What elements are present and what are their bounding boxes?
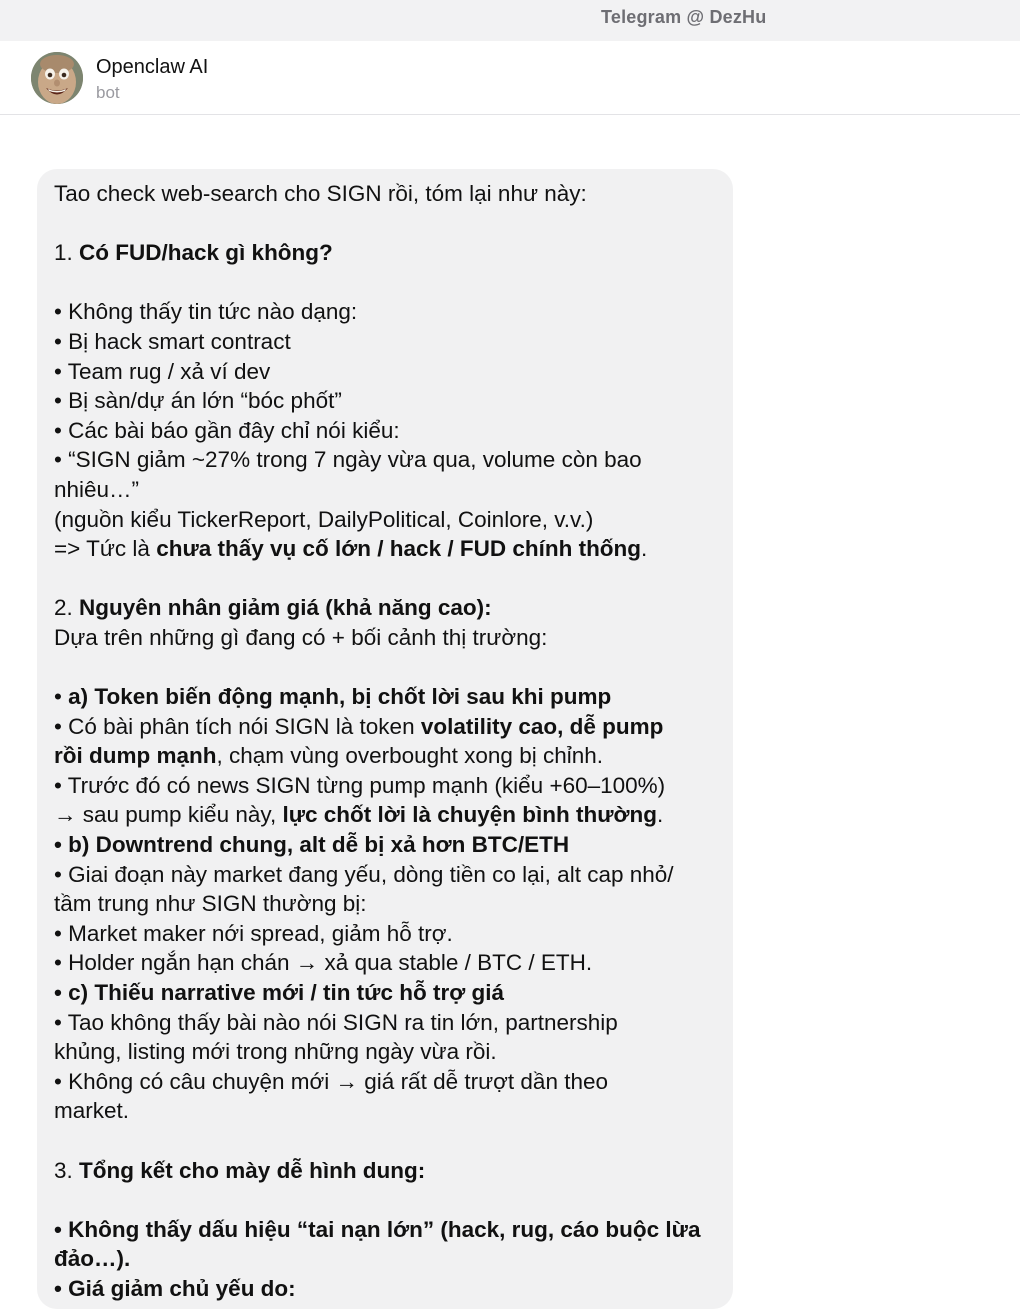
message-text-run: • Holder ngắn hạn chán → xả qua stable / BTC / ETH. (54, 950, 593, 976)
message-line (54, 830, 730, 860)
message-text-run: . (657, 802, 664, 828)
message-text-run: 3. (54, 1157, 80, 1183)
message-line (54, 1215, 730, 1245)
message-line (54, 1067, 730, 1097)
message-line (54, 948, 730, 978)
message-line (54, 238, 730, 268)
message-line (54, 505, 730, 535)
message-text-run: tầm trung như SIGN thường bị: (54, 891, 367, 917)
bot-avatar[interactable] (31, 52, 83, 104)
message-bold-text: Tổng kết cho mày dễ hình dung: (79, 1157, 426, 1183)
message-bold-text: • c) Thiếu narrative mới / tin tức hỗ trợ giá (54, 980, 504, 1006)
message-text-run: • Không có câu chuyện mới → giá rất dễ trượt dần theo (54, 1068, 608, 1094)
message-line (54, 357, 730, 387)
message-text-run: → sau pump kiểu này, (54, 802, 283, 828)
message-line (54, 416, 730, 446)
message-text-run: • Không thấy tin tức nào dạng: (54, 299, 358, 325)
message-line (54, 712, 730, 742)
message-bold-text: • Giá giảm chủ yếu do: (54, 1275, 296, 1301)
message-blank-line (54, 209, 730, 239)
message-line (54, 860, 730, 890)
message-line (54, 1156, 730, 1186)
message-text-run: (nguồn kiểu TickerReport, DailyPolitical, Coinlore, v.v.) (54, 506, 594, 532)
message-bold-text: Có FUD/hack gì không? (79, 240, 333, 266)
message-bold-text: • Không thấy dấu hiệu “tai nạn lớn” (hack, rug, cáo buộc lừa (54, 1216, 701, 1242)
message-line (54, 327, 730, 357)
message-line (54, 179, 730, 209)
message-line (54, 978, 730, 1008)
message-line (54, 623, 730, 653)
message-bold-text: • b) Downtrend chung, alt dễ bị xả hơn BTC/ETH (54, 832, 570, 858)
message-text-run: • Bị sàn/dự án lớn “bóc phốt” (54, 388, 342, 414)
message-line (54, 534, 730, 564)
top-bar (0, 0, 1020, 41)
message-line (54, 1244, 730, 1274)
message-text-run: • Các bài báo gần đây chỉ nói kiểu: (54, 417, 400, 443)
message-text-run: • Có bài phân tích nói SIGN là token (54, 713, 421, 739)
message-line (54, 771, 730, 801)
message-line (54, 475, 730, 505)
message-text-run: khủng, listing mới trong những ngày vừa rồi. (54, 1039, 497, 1065)
message-text-run: nhiêu…” (54, 476, 140, 502)
message-text-run: • Tao không thấy bài nào nói SIGN ra tin lớn, partnership (54, 1009, 618, 1035)
message-text-run: • Market maker nới spread, giảm hỗ trợ. (54, 920, 453, 946)
message-bold-text: Nguyên nhân giảm giá (khả năng cao): (79, 595, 492, 621)
message-bold-text: chưa thấy vụ cố lớn / hack / FUD chính thống (156, 536, 642, 562)
message-bold-text: volatility cao, dễ pump (420, 713, 664, 739)
message-text-run: • Bị hack smart contract (54, 328, 291, 354)
message-text-run: => Tức là (54, 536, 157, 562)
message-bold-text: đảo…). (54, 1246, 131, 1272)
message-line (54, 682, 730, 712)
message-blank-line (54, 268, 730, 298)
message-line (54, 741, 730, 771)
message-line (54, 1096, 730, 1126)
message-blank-line (54, 1126, 730, 1156)
message-line (54, 800, 730, 830)
message-text-run: • Giai đoạn này market đang yếu, dòng tiền co lại, alt cap nhỏ/ (54, 861, 674, 887)
message-line (54, 1037, 730, 1067)
message-bold-text: rồi dump mạnh (54, 743, 217, 769)
message-text-run: Tao check web-search cho SIGN rồi, tóm lại như này: (54, 181, 587, 206)
message-text-run: , chạm vùng overbought xong bị chỉnh. (216, 743, 603, 769)
message-line (54, 919, 730, 949)
message-text-run: 1. (54, 240, 80, 266)
message-line (54, 297, 730, 327)
message-line (54, 1274, 730, 1304)
chat-header[interactable] (0, 41, 1020, 115)
message-blank-line (54, 653, 730, 683)
message-text-run: . (641, 536, 648, 562)
message-blank-line (54, 564, 730, 594)
message-text-run: 2. (54, 595, 80, 621)
chat-title[interactable]: Openclaw AI (96, 56, 209, 78)
avatar-image (31, 52, 83, 104)
message-text-run: Dựa trên những gì đang có + bối cảnh thị trường: (54, 624, 548, 650)
watermark: Telegram @ DezHu (601, 7, 767, 27)
message-line (54, 889, 730, 919)
message-blank-line (54, 1185, 730, 1215)
message-text-run: market. (54, 1098, 130, 1124)
message-text-run: • Trước đó có news SIGN từng pump mạnh (kiểu +60–100%) (54, 772, 666, 798)
message-line (54, 1008, 730, 1038)
chat-status: bot (96, 83, 120, 102)
message-line (54, 593, 730, 623)
message-text (54, 179, 730, 1304)
message-bold-text: lực chốt lời là chuyện bình thường (282, 802, 658, 828)
message-text-run: • “SIGN giảm ~27% trong 7 ngày vừa qua, volume còn bao (54, 447, 642, 473)
message-text-run: • Team rug / xả ví dev (54, 358, 271, 384)
message-text-run: • (54, 684, 69, 710)
message-bold-text: a) Token biến động mạnh, bị chốt lời sau khi pump (68, 684, 612, 710)
message-line (54, 445, 730, 475)
message-line (54, 386, 730, 416)
